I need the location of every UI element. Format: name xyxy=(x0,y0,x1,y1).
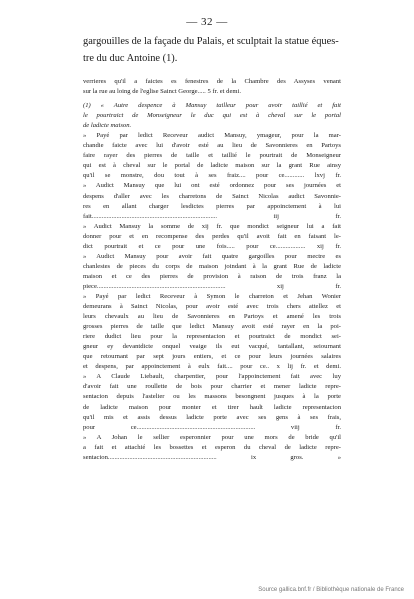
text-line: piece.............................................................................. xij fr. xyxy=(83,282,341,290)
text-line: que retournant par sept jours entiers, et ce pour leurs journées salaires xyxy=(83,353,341,361)
text-line: despens d'aller avec les charretons de Sainct Nicolas audict Savonnie- xyxy=(83,192,341,200)
text-line: d'avoir fait une roullette de bois pour charrier et mener ladicte repre- xyxy=(83,383,341,391)
text-line: de ladicte maison pour monter et tirer hault ladicte representacion xyxy=(83,403,341,411)
text-line: » A Claude Liebault, charpentier, pour l'appoinctement fait avec luy xyxy=(83,373,341,381)
text-line: » A Johan le sellier esperonnier pour une mors de bride qu'il xyxy=(83,433,341,441)
text-line: » Audict Mansuy pour avoir fait quatre gargoilles pour mectre es xyxy=(83,252,341,260)
text-line: sentacion.................................................................. ix gros. » xyxy=(83,453,341,461)
text-line: res en allant charger lesdictes pierres par appoinctement à lui xyxy=(83,202,341,210)
text-line: fait............................................................................ iij fr. xyxy=(83,212,341,220)
text-line: qu'il se monstre, dou tout à ses fraiz.... pour ce............ lxvj fr. xyxy=(83,172,341,180)
page-number: — 32 — xyxy=(186,16,228,28)
main-text-line: tre du duc Antoine (1). xyxy=(83,52,178,64)
text-line: de ladicte maison. xyxy=(83,122,132,130)
text-line: » Payé par ledict Receveur à Symon le charreton et Jehan Wonier xyxy=(83,292,341,300)
text-line: a fait et attachié les bossettes et esperon du cheval de ladicte repre- xyxy=(83,443,341,451)
text-line: sur la rue au loing de l'eglise Sainct George..... 5 fr. et demi. xyxy=(83,88,241,96)
text-line: sentacion depuis l'astelier ou les massons besongnent jusques à la porte xyxy=(83,393,341,401)
text-line: » Audict Mansuy que lui ont esté ordonnez pour ses journées et xyxy=(83,182,341,190)
text-line: chandie faicte avec lui d'avoir esté au lieu de Savonnieres en Partoys xyxy=(83,142,341,150)
text-line: » Payé par ledict Receveur audict Mansuy, ymageur, pour la mar- xyxy=(83,132,341,140)
text-line: grosses pierres de taille que ledict Mansuy avoit esté rayer en la poi- xyxy=(83,323,341,331)
text-line: » Audict Mansuy la somme de xij fr. que mondict seigneur lui a fait xyxy=(83,222,341,230)
text-line: riere dudict lieu pour la representacion et pourtraict de mondict sei- xyxy=(83,333,341,341)
text-line: demeurans à Sainct Nicolas, pour avoir esté avec trois chers attellez et xyxy=(83,303,341,311)
text-line: qu'il mis et assis dessus ladicte porte avec ses gens à ses frais, xyxy=(83,413,341,421)
text-line: gneur ey devantdicte onquel veaige ils eut vacqué, tantallant, seiournant xyxy=(83,343,341,351)
text-line: (1) « Autre despence à Mansuy tailleur pour avoir taillié et fait xyxy=(83,102,341,110)
main-text-line: gargouilles de la façade du Palais, et sculptait la statue éques- xyxy=(83,36,339,47)
text-line: maison et ce des pierres de provision à raison de trois franz la xyxy=(83,272,341,280)
text-line: donner pour et en recompense des perdes qu'il avoit fait en faisant le- xyxy=(83,232,341,240)
text-line: qui est à cheval sur le portal de ladicte maison sur la grant Rue ainsy xyxy=(83,162,341,170)
text-line: faire rayer des pierres de taille et taillié le pourtrait de Monseigneur xyxy=(83,152,341,160)
footnote-block xyxy=(83,77,341,463)
text-line: verrieres qu'il a faictes es fenestres de la Chambre des Assyses venant xyxy=(83,78,341,85)
text-line: pour ce........................................................................ viij fr. xyxy=(83,423,341,431)
text-line: et despens, par appoinctement à eulx fait.... pour ce.. x lij fr. et demi. xyxy=(83,363,341,371)
text-line: leurs chevaulx au lieu de Savonnieres en Partoys et amené les trois xyxy=(83,313,341,321)
text-line: le pourtraict de Monseigneur le duc qui est à cheval sur le portal xyxy=(83,112,341,120)
main-paragraph xyxy=(83,34,341,67)
text-line: dict pourtrait et ce pour une fois..... pour ce.................. xij fr. xyxy=(83,242,341,250)
text-line: chanlestes de pieces du corps de maison joindant à la grant Rue de ladicte xyxy=(83,262,341,270)
source-footer: Source gallica.bnf.fr / Bibliothèque nationale de France xyxy=(258,587,404,593)
